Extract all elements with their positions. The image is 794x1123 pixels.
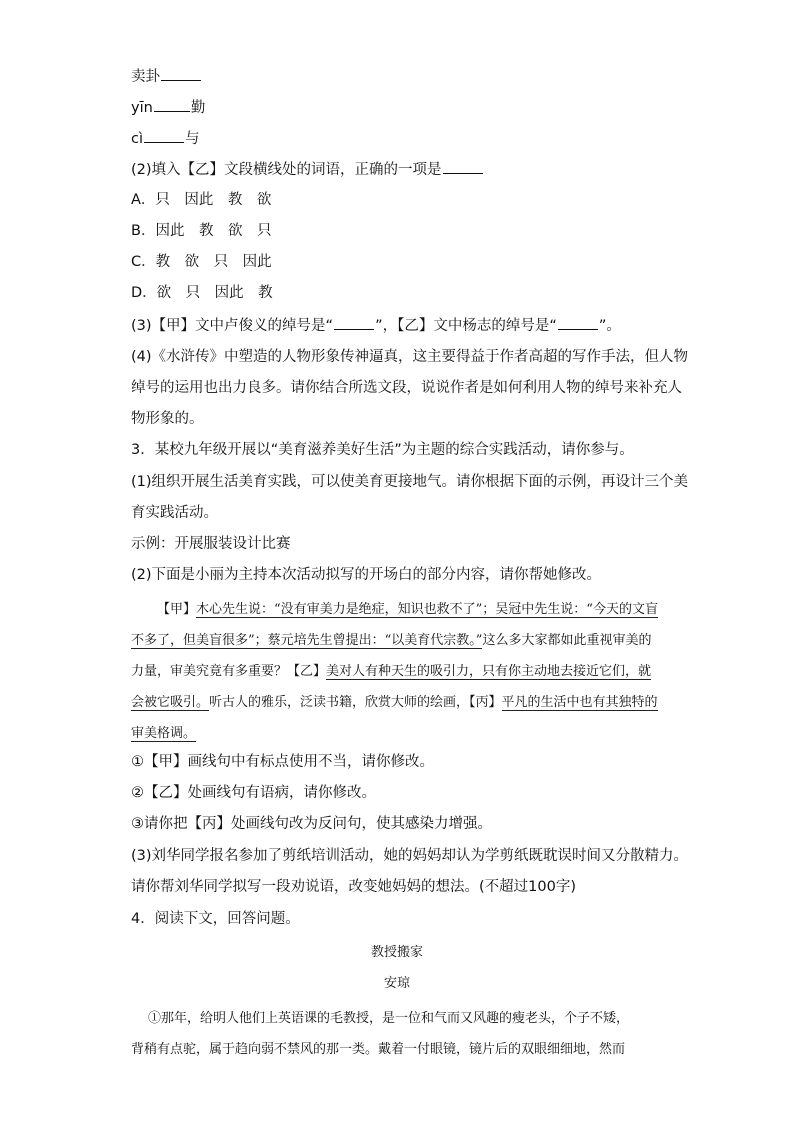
opening-speech-passage bbox=[131, 594, 661, 749]
question-2 bbox=[131, 159, 484, 180]
section-3-q2: (2)下面是小丽为主持本次活动拟写的开场白的部分内容，请你帮她修改。 bbox=[131, 567, 602, 583]
option-b[interactable]: B．因此 教 欲 只 bbox=[131, 223, 272, 239]
option-d[interactable]: D．欲 只 因此 教 bbox=[131, 285, 273, 301]
section-4-title: 4．阅读下文，回答问题。 bbox=[131, 911, 300, 927]
passage-text: 听古人的雅乐，泛读书籍，欣赏大师的绘画， bbox=[209, 695, 470, 710]
tag-yi: 【乙】 bbox=[287, 664, 327, 679]
pinyin-item-3 bbox=[131, 128, 200, 149]
section-3-title: 3．某校九年级开展以“美育滋养美好生活”为主题的综合实践活动，请你参与。 bbox=[131, 442, 634, 458]
article-paragraph-1-line-1: ①那年，给明人他们上英语课的毛教授，是一位和气而又风趣的瘦老头，个子不矮， bbox=[148, 1011, 630, 1026]
answer-blank[interactable] bbox=[144, 128, 184, 143]
pinyin-word: 勤 bbox=[190, 100, 206, 116]
sub-question-2: ②【乙】处画线句有语病，请你修改。 bbox=[131, 785, 376, 801]
question-4-line-3: 物形象的。 bbox=[131, 411, 204, 427]
pinyin-text: cì bbox=[131, 131, 144, 147]
question-3 bbox=[131, 315, 621, 336]
question-text: ”。 bbox=[598, 318, 621, 334]
article-title: 教授搬家 bbox=[370, 945, 423, 960]
option-a[interactable]: A．只 因此 教 欲 bbox=[131, 192, 272, 208]
article-paragraph-1-line-2: 背稍有点驼，属于趋向弱不禁风的那一类。戴着一付眼镜，镜片后的双眼细细地，然而 bbox=[131, 1042, 626, 1057]
pinyin-text: yīn bbox=[131, 100, 153, 116]
question-4-line-1: (4)《水浒传》中塑造的人物形象传神逼真，这主要得益于作者高超的写作手法，但人物 bbox=[131, 349, 689, 365]
section-3-q1-line-2: 育实践活动。 bbox=[131, 505, 218, 521]
section-3-q3-line-2: 请你帮刘华同学拟写一段劝说语，改变她妈妈的想法。(不超过100字) bbox=[131, 879, 576, 895]
sub-question-3: ③请你把【丙】处画线句改为反问句，使其感染力增强。 bbox=[131, 816, 492, 832]
section-3-q3-line-1: (3)刘华同学报名参加了剪纸培训活动，她的妈妈却认为学剪纸既耽误时间又分散精力。 bbox=[131, 848, 689, 864]
pinyin-word: 卖卦 bbox=[131, 69, 160, 85]
sub-question-1: ①【甲】画线句中有标点使用不当，请你修改。 bbox=[131, 754, 434, 770]
answer-blank[interactable] bbox=[334, 315, 374, 330]
section-3-q1-line-1: (1)组织开展生活美育实践，可以使美育更接地气。请你根据下面的示例，再设计三个美 bbox=[131, 474, 689, 490]
answer-blank[interactable] bbox=[558, 315, 598, 330]
answer-blank[interactable] bbox=[443, 159, 483, 174]
underlined-sentence-jia: 木心先生说：“没有审美力是绝症，知识也救不了”；吴冠中先生说：“今天的文盲不多了，但美盲很多”；蔡元培先生曾提出：“以美育代宗教。” bbox=[131, 602, 658, 648]
pinyin-item-1 bbox=[131, 66, 202, 87]
answer-blank[interactable] bbox=[161, 66, 201, 81]
tag-jia: 【甲】 bbox=[157, 602, 197, 617]
passage-text: 这么多大家都如此重视审美的力量，审美究竟有多重要？ bbox=[131, 633, 652, 679]
tag-bing: 【丙】 bbox=[469, 695, 502, 710]
question-text: ”，【乙】文中杨志的绰号是“ bbox=[375, 318, 557, 334]
question-4-line-2: 绰号的运用也出力良多。请你结合所选文段，说说作者是如何利用人物的绰号来补充人 bbox=[131, 380, 682, 396]
underlined-sentence-bing: 平凡的生活中也有其独特的审美格调。 bbox=[131, 695, 658, 741]
option-c[interactable]: C．教 欲 只 因此 bbox=[131, 254, 272, 270]
question-text: (2)填入【乙】文段横线处的词语，正确的一项是 bbox=[131, 162, 442, 178]
pinyin-word: 与 bbox=[185, 131, 200, 147]
answer-blank[interactable] bbox=[154, 97, 190, 112]
underlined-sentence-yi: 美对人有种天生的吸引力，只有你主动地去接近它们，就会被它吸引。 bbox=[131, 664, 652, 710]
article-author: 安琼 bbox=[383, 976, 410, 991]
question-text: (3)【甲】文中卢俊义的绰号是“ bbox=[131, 318, 334, 334]
pinyin-item-2 bbox=[131, 97, 205, 118]
section-3-example: 示例：开展服装设计比赛 bbox=[131, 536, 291, 552]
